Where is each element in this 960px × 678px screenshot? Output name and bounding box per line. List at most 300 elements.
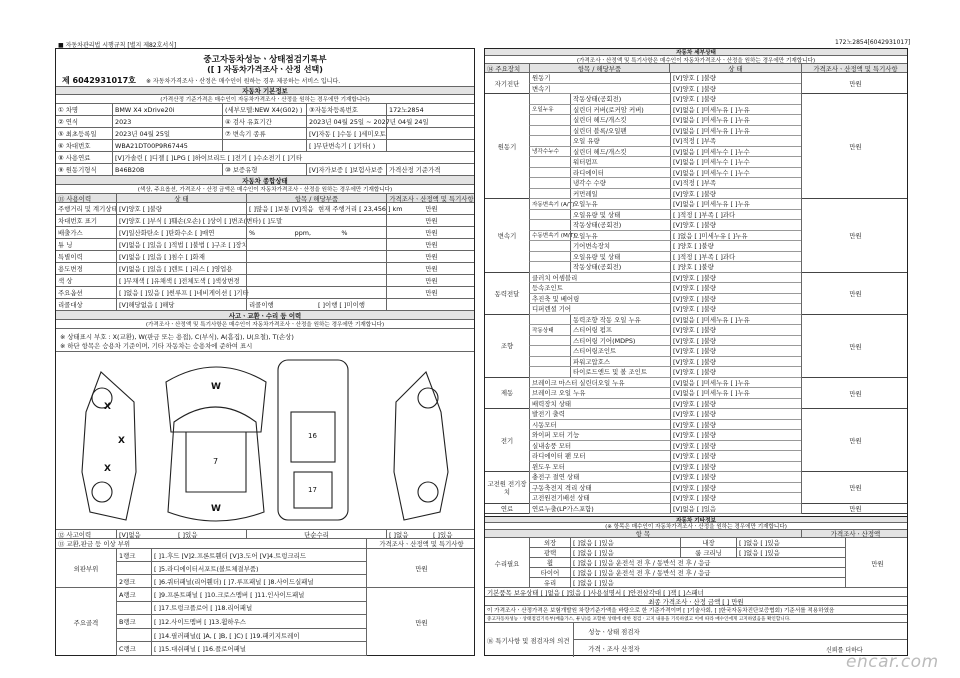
rank-parts: [ ]12.사이드멤버 [ ]13.휠하우스 [151,615,366,628]
part-status: [V]양호 [ ]불량 [670,294,802,304]
simple-repair-yes: [ ]있음 [433,530,453,539]
form-number: ■ 자동차관리법 시행규칙 [별지 제82호서식] [58,42,177,49]
part-status: [V]양호 [ ]불량 [670,273,802,283]
col-other-price: 가격조사ㆍ산정액 [801,530,909,537]
rank-label [117,602,151,615]
basic-cell: B46B20B [112,164,222,175]
basic-note: (가격산정 기준가격은 매수인이 자동차가격조사ㆍ산정을 원하는 경우에만 기재합니다) [56,95,474,104]
overall-item: % [246,227,293,238]
basic-cell: ⑨ 원동기형식 [58,166,97,174]
appraiser-label: 가격ㆍ조사 산정자 [588,645,640,653]
sub-label [530,346,570,356]
section-name: 고전원 전기장치 [487,479,527,496]
watermark-logo: encar.com [846,652,939,672]
basic-cell: [V]자가보증 [ ]보험사보증 [306,164,386,175]
basic-cell [386,128,476,139]
repair-row [530,548,845,558]
mark-left-rear: X [118,436,125,446]
left-panel [55,48,475,656]
part-status: [V]없음 [ ]미세누유 [ ]누유 [670,388,802,398]
overall-row [56,203,474,215]
basic-cell: 가격산정 기준가격 [386,164,476,175]
exchange-header [56,539,474,549]
detail-row [529,420,801,431]
sub-label [530,262,570,272]
rank-label [117,562,151,574]
other-note: (※ 항목은 매수인이 자동차가격조사ㆍ산정을 원하는 경우에만 기재합니다) [485,523,907,530]
overall-state: [V]해당없음 [ ]해당 [116,299,246,310]
right-panel [484,48,908,656]
section-price: 만원 [801,504,909,515]
part-name: 시동모터 [532,420,557,429]
part-name: 파워고압호스 [570,357,670,367]
col-usage: ⑪ 사용이력 [58,194,92,203]
accident-none: [V]없음 [116,530,176,538]
detail-section [485,378,907,410]
remarks-label: ⑯ 특기사항 및 점검자의 의견 [487,636,570,645]
sub-label [530,220,570,230]
car-frame-view [278,360,348,520]
part-status: [V]양호 [ ]불량 [670,283,802,293]
law-row [485,606,907,615]
detail-row [529,189,801,200]
part-status: [V]없음 [ ]미세누수 [ ]누수 [670,147,802,157]
part-status: [V]양호 [ ]불량 [670,304,802,314]
sub-label [530,252,570,262]
part-name: 커먼레일 [570,189,670,199]
detail-row [529,147,801,158]
detail-row [529,220,801,231]
overall-price: 만원 [386,215,476,226]
part-status: [V]없음 [ ]미세누수 [ ]누수 [670,168,802,178]
detail-row [529,472,801,483]
overall-state: [V]없음 [ ]있음 [ ]렌트 [ ]리스 [ ]영업용 [116,263,246,274]
sub-label [530,367,570,377]
detail-row [529,178,801,189]
detail-row [529,399,801,410]
mark-frame-floor: 16 [308,432,317,440]
section-price: 만원 [801,378,909,410]
detail-section [485,273,907,315]
basic-cell: 172노2854 [386,104,476,115]
part-status: [V]양호 [ ]불량 [670,346,802,356]
part-name: 오일누유 [570,231,670,241]
detail-row [529,294,801,305]
other-columns [485,530,907,538]
detail-row [529,493,801,504]
basic-cell: 2023 [112,116,222,127]
detail-row [529,73,801,84]
sub-label [530,336,570,346]
overall-item [246,263,316,274]
part-name: 변속기 [532,84,551,93]
part-name: 스티어링조인트 [570,346,670,356]
repair-state: [ ]없음 [ ]있음 운전석 전 후 / 동반석 전 후 / 응급 [570,568,846,577]
basic-cell: 2023년 04월 25일 [112,128,222,139]
section-price: 만원 [801,409,909,472]
overall-state: [V]없음 [ ]있음 [ ]적법 [ ]불법 [ ]구조 [ ]장치 [116,239,246,250]
sub-label [530,136,570,146]
detail-row [529,367,801,378]
col-device: ⑭ 주요장치 [487,64,521,73]
section-name: 제동 [500,389,514,398]
overall-price: 만원 [386,275,476,286]
detail-row [529,409,801,420]
final-price-row [485,597,907,606]
part-status: [V]양호 [ ]불량 [670,367,802,377]
col-note: 가격조사ㆍ산정액 및 특기사항 [801,64,909,72]
part-name: 실내송풍 모터 [532,441,572,450]
detail-row [529,441,801,452]
part-status: [V]양호 [ ]불량 [670,189,802,199]
rank-label: A랭크 [119,590,136,599]
part-status: [V]양호 [ ]불량 [670,420,802,430]
overall-label: 차대번호 표기 [58,217,98,225]
sub-label: 작동상태 [532,327,554,334]
part-status: [V]없음 [ ]미세누유 [ ]누유 [670,315,802,325]
part-status: [V]양호 [ ]불량 [670,451,802,461]
basic-cell: [V]가솔린 [ ]디젤 [ ]LPG [ ]하이브리드 [ ]전기 [ ]수소전기 [ ]기타 [112,152,432,163]
basic-cell: 2023년 04월 25일 ~ 2027년 04월 24일 [306,116,386,127]
law-note: 이 가격조사ㆍ산정가격은 보험개발원 차량기준가액을 바탕으로 한 기준가격이며 [ ]기술사회, [ ]한국자동차진단보증협회) 기준서를 적용하였음 [487,608,835,614]
sub-label [530,126,570,136]
repair-item2: 룸 크리닝 [680,548,736,557]
part-status: [ ]양호 [ ]불량 [670,262,802,272]
part-name: 클러치 어셈블리 [532,273,578,282]
section-price: 만원 [801,472,909,504]
rank-row [117,642,366,656]
main-label: 주요골격 [73,618,99,627]
part-name: 실린더 헤드/개스킷 [570,115,670,125]
repair-item: 외장 [543,539,557,547]
overall-label: 주요옵션 [58,289,83,297]
part-status: [V]없음 [ ]미세누유 [ ]누유 [670,378,802,388]
part-status: [V]양호 [ ]불량 [670,73,802,83]
basic-cell: ⑧ 사용연료 [58,154,91,162]
doc-id-top: 172노2854[6042931017] [835,39,911,46]
overall-item [246,287,316,298]
overall-table [56,203,474,311]
accident-header: 사고ㆍ교환ㆍ수리 등 이력 [56,311,474,320]
part-name: 라디에이터 팬 모터 [532,452,586,461]
part-name: 연료누출(LP가스포함) [532,504,594,513]
basic-row [56,128,474,140]
car-front-view [166,367,266,432]
rank-row [117,562,366,575]
overall-label: 주행거리 및 계기상태 [58,205,118,213]
overall-columns [56,194,474,203]
section-price: 만원 [801,94,909,199]
overall-row [56,215,474,227]
overall-item [246,239,316,250]
part-status: [V]양호 [ ]불량 [670,84,802,94]
main-group [56,588,474,656]
basic-row [56,116,474,128]
part-name: 동력조향 작동 오일 누유 [570,315,670,325]
basic-row [56,164,474,176]
detail-row [529,126,801,137]
legend-line-2: ※ 하단 항목은 승용차 기준이며, 기타 자동차는 승용차에 준하여 표시 [60,342,253,350]
part-name: 타이로드엔드 및 볼 조인트 [570,367,670,377]
detail-row [529,504,801,515]
overall-price: 만원 [386,263,476,274]
other-header: 자동차 기타정보 [485,516,907,523]
slogan: 신뢰를 더하다 [826,647,863,654]
detail-row [529,388,801,399]
basic-info-table [56,104,474,176]
part-name: 충전구 절연 상태 [532,473,580,482]
car-left-side [82,372,136,520]
detail-row [529,462,801,473]
repair-state2: [ ]없음 [ ]있음 [736,538,846,547]
part-name: 실린더 커버(로커암 커버) [570,105,670,115]
exchange-title: ⑬ 교환,판금 등 이상 부위 [58,540,131,548]
basic-items: 기본품목 보유상태 [ ]없음 [ ]있음 [ ]사용설명서 [ ]안전삼각대 [ ]잭 [ ]스패너 [487,588,704,597]
part-name: 고전원전기배선 상태 [532,494,590,503]
part-name: 배력장치 상태 [532,399,572,408]
mark-top-trunk: W [211,504,221,514]
detail-row [529,199,801,210]
repair-group [485,538,907,588]
overall-state: [V]일산화탄소 [ ]탄화수소 [ ]매연 [116,227,246,238]
part-name: 라디에이터 [570,168,670,178]
basic-cell: (세부모델:NEW X4(G02) ) [222,104,306,115]
outer-group [56,549,474,588]
overall-item [316,263,386,274]
part-status: [V]양호 [ ]불량 [670,462,802,472]
sub-label: 오일누유 [532,107,554,114]
detail-row [529,273,801,284]
rank-label [117,629,151,642]
part-status: [V]양호 [ ]불량 [670,493,802,503]
rank-row [117,602,366,616]
doc-note: ※ 자동차가격조사ㆍ산정은 매수인이 원하는 경우 제공하는 서비스 입니다. [146,78,341,85]
car-right-side [394,372,448,520]
part-name: 원동기 [532,74,551,83]
overall-row [56,287,474,299]
part-name: 오일 유량 [570,136,670,146]
outer-price: 만원 [366,549,476,588]
basic-cell: [V]자동 [ ]수동 [ ]세미오토 [306,128,386,139]
part-status: [V]양호 [ ]불량 [670,399,802,409]
basic-row [56,104,474,116]
accident-yes: [ ]있음 [178,530,198,539]
detail-row [529,315,801,326]
rank-label: C랭크 [119,645,136,654]
repair-state: [ ]없음 [ ]있음 [570,578,846,587]
part-status: [ ]양호 [ ]불량 [670,241,802,251]
rank-label: B랭크 [119,617,136,626]
accident-label: ⑫ 사고이력 [58,530,92,539]
sub-label [530,168,570,178]
section-name: 변속기 [497,231,517,240]
detail-row [529,84,801,95]
detail-row [529,168,801,179]
part-status: [V]없음 [ ]있음 [670,504,802,514]
part-status: [V]양호 [ ]불량 [670,430,802,440]
part-name: 스티어링 펌프 [570,325,670,335]
overall-price: 만원 [386,227,476,238]
section-price: 만원 [801,273,909,315]
basic-cell: ⑦ 변속기 종류 [222,128,306,139]
detail-row [529,115,801,126]
part-status: [V]양호 [ ]불량 [670,336,802,346]
part-status: [V]없음 [ ]미세누수 [ ]누수 [670,157,802,167]
form-title: 중고자동차성능ㆍ상태점검기록부 [203,55,327,65]
final-price: 최종 가격조사ㆍ산정 금액 [ ] 만원 [648,597,744,606]
col-state: 상 태 [116,194,246,202]
detail-row [529,210,801,221]
detail-row [529,136,801,147]
mark-top-roof: 7 [213,457,219,466]
overall-item [316,215,386,226]
part-status: [V]양호 [ ]불량 [670,220,802,230]
repair-row [530,558,845,568]
part-name: 와이퍼 모터 기능 [532,431,580,440]
part-name: 실린더 헤드/개스킷 [570,147,670,157]
rank-parts: [ ]6.쿼터패널(리어휀더) [ ]7.루프패널 [ ]8.사이드실패널 [151,575,366,587]
sub-label [530,357,570,367]
part-name: 브레이크 마스터 실린더오일 누유 [532,378,625,387]
part-status: [V]양호 [ ]불량 [670,409,802,419]
detail-section [485,504,907,515]
overall-item: [ ]많음 [ ]보통 [V]적음 [246,203,316,214]
rank-label: 1랭크 [119,551,136,560]
part-status: [V]양호 [ ]불량 [670,483,802,493]
part-name: 스티어링 기어(MDPS) [570,336,670,346]
basic-cell: ① 차명 [58,106,79,114]
detail-table [485,73,907,514]
repair-item: 타이어 [540,569,560,577]
repair-item: 유리 [543,579,557,587]
part-status: [V]양호 [ ]불량 [670,357,802,367]
overall-label: 리콜대상 [58,301,83,309]
part-name: 구동축전지 격리 상태 [532,483,592,492]
accident-row [56,529,474,539]
part-status: [V]양호 [ ]불량 [670,325,802,335]
basic-header: 자동차 기본정보 [56,86,474,95]
detail-note: (가격조사ㆍ산정액 및 특기사항은 매수인이 자동차가격조사ㆍ산정을 원하는 경우에만 기재합니다) [485,56,907,64]
part-name: 오일누유 [570,199,670,209]
repair-state: [ ]없음 [ ]있음 운전석 전 후 / 동반석 전 후 / 응급 [570,558,846,567]
part-name: 실린더 블록/오일팬 [570,126,670,136]
part-name: 디퍼렌셜 기어 [532,305,572,314]
part-name: 작동상태(공회전) [570,94,670,104]
overall-state: [V]양호 [ ]불량 [116,203,246,214]
rank-row [117,588,366,602]
rank-label: 2랭크 [119,577,136,586]
detail-section [485,472,907,504]
overall-label: 특별이력 [58,253,83,261]
overall-item: 리콜이행 [246,299,316,310]
basic-cell: WBA21DT00P9R67445 [112,140,222,151]
rank-row [117,549,366,562]
part-name: 오일유량 및 상태 [570,210,670,220]
legend-line-1: ※ 상태표시 부호 : X(교환), W(판금 또는 용접), C(부식), A(흠집), U(요철), T(손상) [60,333,294,341]
sub-label [530,241,570,251]
basic-cell: ⑩ 보증유형 [222,164,306,175]
repair-state: [ ]없음 [ ]있음 [570,548,680,557]
basic-cell: ③자동차등록번호 [306,104,386,115]
overall-item [246,215,316,226]
overall-state: [V]없음 [ ]있음 [ ]침수 [ ]화재 [116,251,246,262]
rank-row [117,629,366,643]
repair-label: 수리필요 [494,559,520,568]
overall-label: 튜 닝 [58,241,73,249]
overall-label: 용도변경 [58,265,83,273]
part-status: [V]적정 [ ]부족 [670,178,802,188]
detail-row [529,346,801,357]
detail-row [529,94,801,105]
sub-label: 냉각수누수 [532,149,560,156]
detail-section [485,315,907,378]
overall-header: 자동차 종합상태 [56,176,474,185]
basic-cell: ④ 검사 유효기간 [222,116,306,127]
overall-state: [V]양호 [ ]부식 [ ]훼손(오손) [ ]상이 [ ]변조(변타) [ ]도말 [116,215,246,226]
section-price: 만원 [801,199,909,273]
col-price: 가격조사ㆍ산정액 및 특기사항 [386,194,476,202]
overall-row [56,239,474,251]
section-name: 자기진단 [494,79,520,88]
detail-row [529,157,801,168]
repair-row [530,578,845,588]
part-status: [V]없음 [ ]미세누유 [ ]누유 [670,126,802,136]
part-name: 브레이크 오일 누유 [532,389,586,398]
part-status: [V]없음 [ ]미세누유 [ ]누유 [670,115,802,125]
overall-item: ppm, [294,228,312,237]
overall-item [316,275,386,286]
part-status: [ ]적정 [ ]부족 [ ]과다 [670,210,802,220]
detail-columns [485,64,907,73]
overall-row [56,251,474,263]
part-status: [V]양호 [ ]불량 [670,472,802,482]
part-name: 발전기 출력 [532,410,565,419]
basic-row [56,152,474,164]
detail-row [529,430,801,441]
detail-row [529,231,801,242]
basic-cell [386,116,476,127]
rank-row [117,615,366,629]
basic-cell: [ ]무단변속기 [ ]기타( ) [306,140,386,151]
part-name: 등속조인트 [532,284,563,293]
part-name: 추진축 및 베어링 [532,294,580,303]
section-name: 연료 [500,504,514,513]
overall-item [316,251,386,262]
section-name: 동력전달 [494,289,520,298]
overall-state: [ ]없음 [ ]있음 [ ]썬루프 [ ]네비게이션 [ ]기타 [116,287,246,298]
rank-parts: [ ]9.프론트패널 [ ]10.크로스멤버 [ ]11.인사이드패널 [151,588,366,601]
repair-item: 광택 [543,549,557,557]
detail-section [485,199,907,273]
part-status: [V]없음 [ ]미세누유 [ ]누유 [670,199,802,209]
section-price: 만원 [801,73,909,94]
exchange-price-col: 가격조사ㆍ산정액 및 특기사항 [366,539,476,548]
part-name: 워터펌프 [570,157,670,167]
simple-repair-none: [ ]없음 [386,530,431,538]
detail-row [529,357,801,368]
detail-section [485,94,907,199]
rank-parts: [ ]1.후드 [V]2.프론트휀더 [V]3.도어 [V]4.트렁크리드 [151,549,366,561]
basic-row [56,140,474,152]
section-price: 만원 [801,315,909,378]
overall-item [246,251,316,262]
sub-label [530,315,570,325]
overall-label: 색 상 [58,277,73,285]
overall-row [56,299,474,311]
basic-cell: BMW X4 xDrive20i [112,104,222,115]
repair-row [530,538,845,548]
section-name: 원동기 [497,142,517,151]
